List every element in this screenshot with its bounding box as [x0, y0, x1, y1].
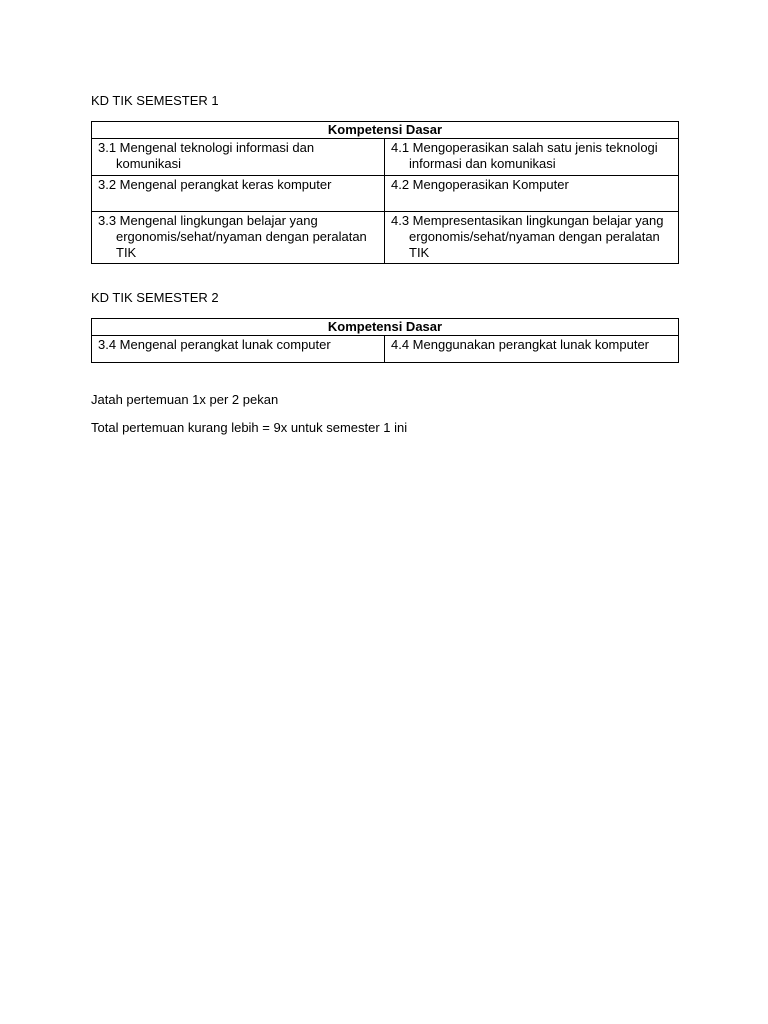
- meeting-allocation-note: Jatah pertemuan 1x per 2 pekan: [91, 392, 279, 407]
- table-header-row: [92, 319, 679, 336]
- semester-2-table: [91, 318, 679, 363]
- semester-2-heading: KD TIK SEMESTER 2: [91, 290, 219, 305]
- table-header: Kompetensi Dasar: [92, 319, 679, 336]
- kd-4-2: 4.2 Mengoperasikan Komputer: [391, 177, 569, 192]
- kd-4-1: 4.1 Mengoperasikan salah satu jenis teknologi informasi dan komunikasi: [391, 140, 658, 171]
- kd-3-4: 3.4 Mengenal perangkat lunak computer: [98, 337, 331, 352]
- table-row: [92, 336, 679, 363]
- table-cell-left: [92, 139, 385, 176]
- table-row: [92, 139, 679, 176]
- table-cell-left: [92, 212, 385, 264]
- kd-4-3: 4.3 Mempresentasikan lingkungan belajar yang ergonomis/sehat/nyaman dengan peralatan TIK: [391, 213, 664, 260]
- kd-3-2: 3.2 Mengenal perangkat keras komputer: [98, 177, 332, 192]
- kd-4-4: 4.4 Menggunakan perangkat lunak komputer: [391, 337, 650, 352]
- table-cell-right: [385, 336, 679, 363]
- table-cell-right: [385, 176, 679, 212]
- table-row: [92, 212, 679, 264]
- semester-1-heading: KD TIK SEMESTER 1: [91, 93, 219, 108]
- table-cell-left: [92, 176, 385, 212]
- kd-3-3: 3.3 Mengenal lingkungan belajar yang ergonomis/sehat/nyaman dengan peralatan TIK: [98, 213, 367, 260]
- table-header: Kompetensi Dasar: [92, 122, 679, 139]
- total-meetings-note: Total pertemuan kurang lebih = 9x untuk semester 1 ini: [91, 420, 408, 435]
- table-cell-right: [385, 139, 679, 176]
- table-row: [92, 176, 679, 212]
- table-cell-right: [385, 212, 679, 264]
- kd-3-1: 3.1 Mengenal teknologi informasi dan komunikasi: [98, 140, 315, 171]
- semester-1-table: [91, 121, 679, 264]
- table-cell-left: [92, 336, 385, 363]
- table-header-row: [92, 122, 679, 139]
